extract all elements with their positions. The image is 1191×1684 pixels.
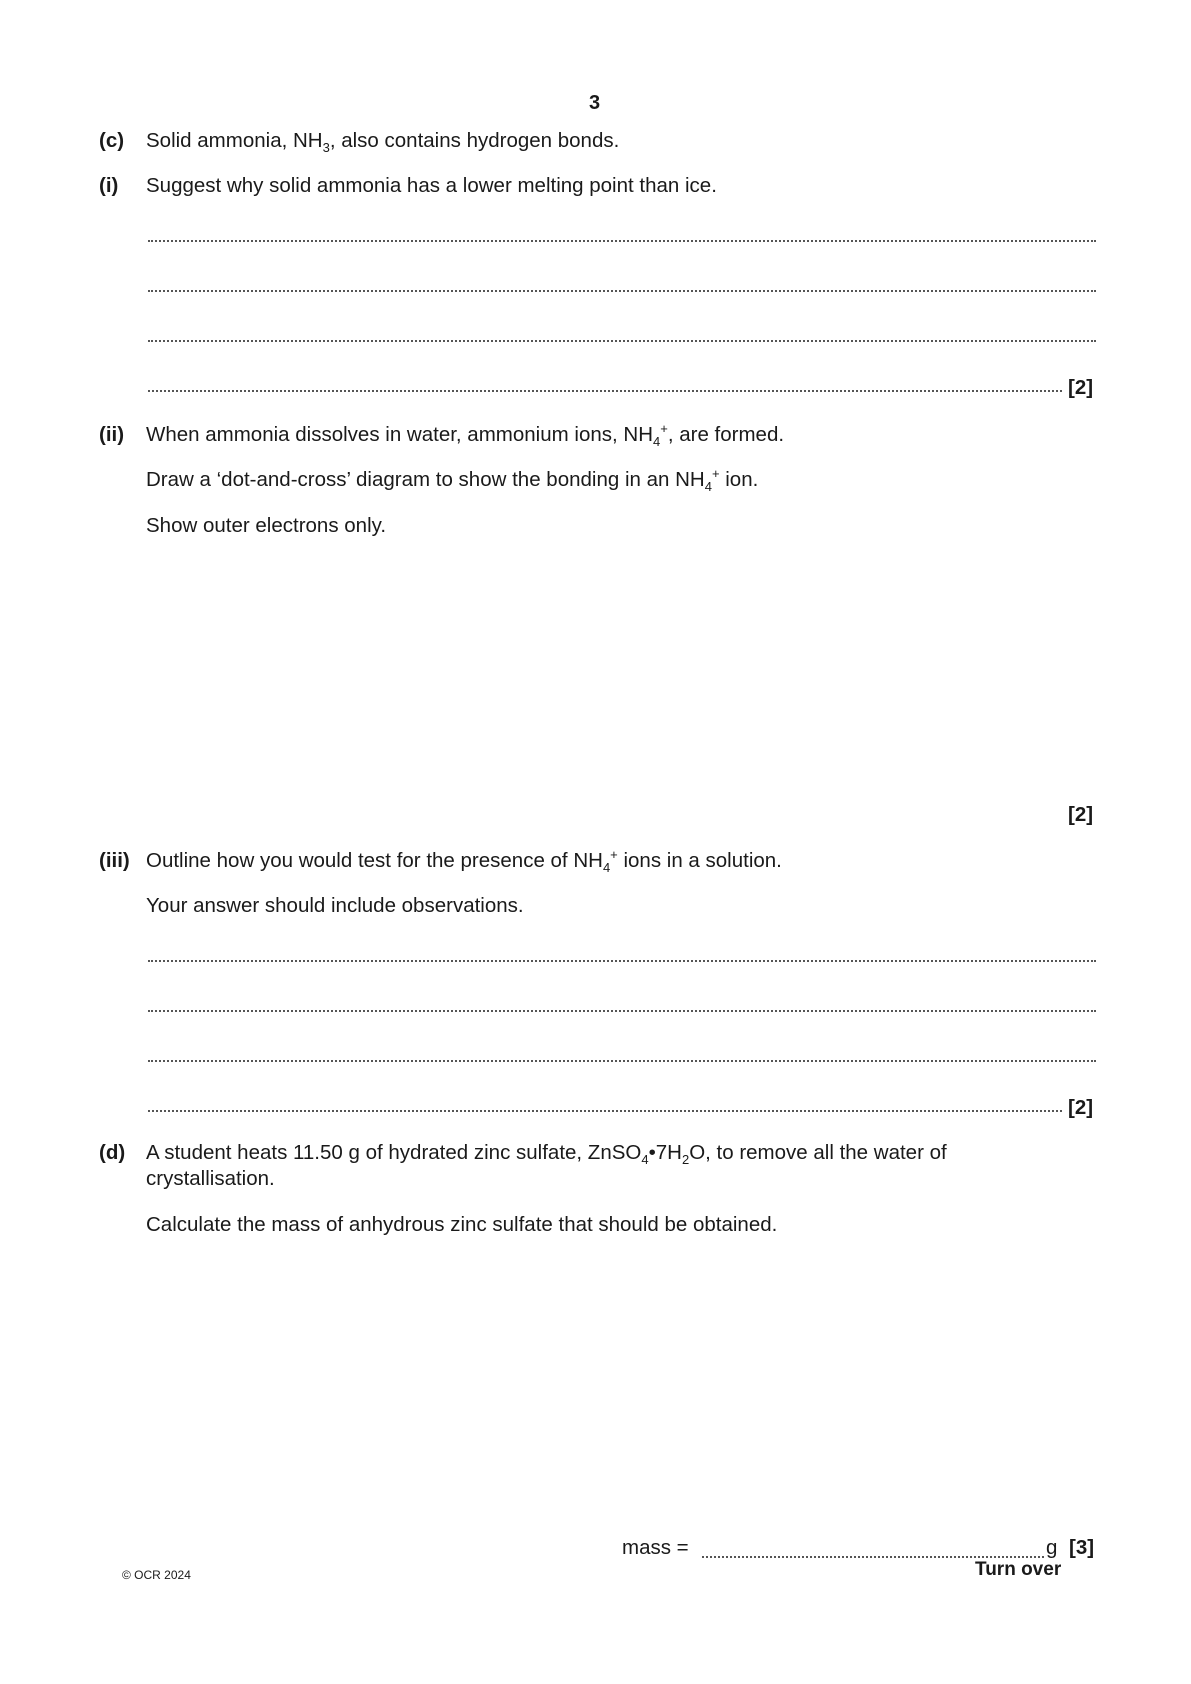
question-c-i-text: Suggest why solid ammonia has a lower melting point than ice. bbox=[146, 174, 717, 197]
marks-c-iii: [2] bbox=[1068, 1096, 1094, 1119]
answer-line-c-i-4[interactable] bbox=[148, 390, 1062, 392]
question-c-ii-line2: Draw a ‘dot-and-cross’ diagram to show the bonding in an $NH_4^+$ ion. bbox=[146, 466, 759, 495]
working-space-d[interactable] bbox=[146, 1250, 1096, 1520]
question-label-c-i: (i) bbox=[99, 174, 119, 197]
question-label-c-ii: (ii) bbox=[99, 423, 125, 446]
answer-line-c-iii-1[interactable] bbox=[148, 960, 1096, 962]
answer-line-c-iii-3[interactable] bbox=[148, 1060, 1096, 1062]
answer-line-c-iii-2[interactable] bbox=[148, 1010, 1096, 1012]
question-c-iii-line2: Your answer should include observations. bbox=[146, 894, 524, 917]
turn-over: Turn over bbox=[975, 1559, 1062, 1580]
question-label-c: (c) bbox=[99, 129, 125, 152]
answer-line-c-i-1[interactable] bbox=[148, 240, 1096, 242]
question-label-c-iii: (iii) bbox=[99, 849, 130, 872]
question-c-stem: Solid ammonia, $NH_3$, also contains hydrogen bonds. bbox=[146, 129, 620, 156]
marks-c-ii: [2] bbox=[1068, 803, 1094, 826]
question-d-line1b: crystallisation. bbox=[146, 1167, 275, 1190]
diagram-answer-space[interactable] bbox=[146, 550, 1096, 780]
marks-c-i: [2] bbox=[1068, 376, 1094, 399]
question-c-ii-line1: When ammonia dissolves in water, ammonium ions, $NH_4^+$, are formed. bbox=[146, 421, 785, 450]
answer-unit-d: g bbox=[1046, 1536, 1058, 1559]
answer-prefix-d: mass = bbox=[622, 1536, 689, 1559]
answer-line-c-iii-4[interactable] bbox=[148, 1110, 1062, 1112]
answer-line-d[interactable] bbox=[702, 1556, 1044, 1558]
copyright: © OCR 2024 bbox=[122, 1568, 191, 1582]
question-c-ii-line3: Show outer electrons only. bbox=[146, 514, 387, 537]
answer-line-c-i-2[interactable] bbox=[148, 290, 1096, 292]
question-d-line1: A student heats 11.50 g of hydrated zinc sulfate, $ZnSO_4•7H_2O$, to remove all the water of bbox=[146, 1141, 947, 1168]
marks-d: [3] bbox=[1069, 1536, 1095, 1559]
answer-line-c-i-3[interactable] bbox=[148, 340, 1096, 342]
question-c-iii-line1: Outline how you would test for the presence of $NH_4^+$ ions in a solution. bbox=[146, 847, 782, 876]
question-d-line2: Calculate the mass of anhydrous zinc sulfate that should be obtained. bbox=[146, 1213, 778, 1236]
page-number: 3 bbox=[589, 92, 601, 114]
question-label-d: (d) bbox=[99, 1141, 126, 1164]
